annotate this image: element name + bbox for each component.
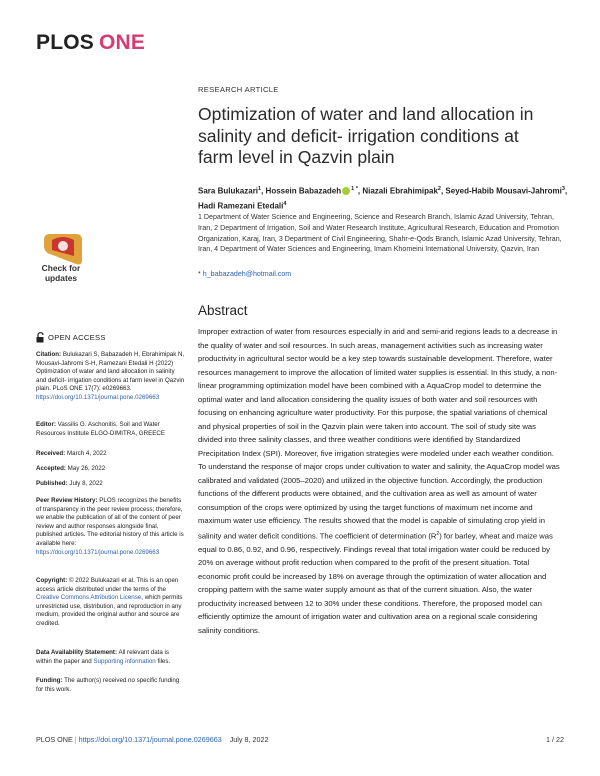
- check-for-updates-label[interactable]: Check for updates: [41, 263, 81, 283]
- corresponding-marker: *: [198, 270, 201, 278]
- footer-left: PLOS ONE | https://doi.org/10.1371/journal.pone.0269663 July 8, 2022: [36, 735, 269, 744]
- author-name[interactable]: Hadi Ramezani Etedali: [198, 201, 284, 211]
- author-name[interactable]: Hossein Babazadeh: [265, 186, 342, 196]
- page-number: 1 / 22: [546, 735, 564, 744]
- author-name[interactable]: Sara Bulukazari: [198, 186, 259, 196]
- orcid-icon[interactable]: [342, 187, 350, 195]
- funding-block: Funding: The author(s) received no specific funding for this work.: [36, 677, 180, 693]
- footer-date: July 8, 2022: [229, 735, 269, 744]
- peer-review-block: Peer Review History: PLOS recognizes the benefits of transparency in the peer review process; therefore, we enable the publication of all of the content of peer review and author responses alongside final, published articles. The editorial history of this article is available here: https://doi.org/10.1371/journal.pone.0269663: [36, 497, 184, 556]
- article-type: RESEARCH ARTICLE: [198, 85, 279, 94]
- page-footer: [36, 735, 564, 744]
- license-link[interactable]: Creative Commons Attribution License: [36, 594, 142, 602]
- corresponding-email[interactable]: [198, 270, 291, 278]
- journal-logo: [36, 31, 145, 55]
- open-access-badge: [36, 332, 106, 343]
- footer-doi-link[interactable]: https://doi.org/10.1371/journal.pone.0269663: [78, 735, 222, 744]
- published-date: Published: July 8, 2022: [36, 480, 103, 487]
- article-title: Optimization of water and land allocation in salinity and deficit- irrigation conditions at farm level in Qazvin plain: [198, 104, 534, 167]
- data-availability-block: Data Availability Statement: All relevant data is within the paper and Supporting information files.: [36, 649, 171, 665]
- footer-journal: PLOS ONE: [36, 735, 73, 744]
- citation-doi-link[interactable]: https://doi.org/10.1371/journal.pone.0269663: [36, 393, 160, 401]
- supporting-information-link[interactable]: Supporting information: [93, 657, 156, 665]
- copyright-block: Copyright: © 2022 Bulukazari et al. This is an open access article distributed under the terms of the Creative Commons Attribution License, which permits unrestricted use, distribution, and reproduction in any medium, provided the original author and source are credited.: [36, 577, 183, 627]
- author-name[interactable]: Seyed-Habib Mousavi-Jahromi: [445, 186, 562, 196]
- open-access-label: OPEN ACCESS: [48, 333, 106, 342]
- abstract-body: Improper extraction of water from resources especially in arid and semi-arid regions leads to a decrease in the quality of water and soil resources. In such areas, management activities such as increasing water productivity in agricultural sector would be a key step towards sustainable development. Therefore, water resources management to improve the allocation of limited water supplies is essential. In this study, a non-linear programming optimization model have been combined with a AquaCrop model to determine the optimal water and land allocation considering the quality issues of both water and soil resources with focusing on enhancing agriculture water productivity. For this purpose, the spatial variations of chemical and physical properties of soil in the Qazvin plain were taken into account. The soil of study site was divided into three salinity classes, and three weather conditions were identified by Standardized Precipitation Index (SPI). Moreover, five irrigation strategies were modeled under each weather condition. To understand the response of major crops under cultivation to water and salinity, the AquaCrop model was calibrated and validated (2005–2020) and utilized in the objective function. Accordingly, the production functions of the different products were obtained, and the cultivation area as well as amount of water consumption of the crops were optimized by using the target functions of maximum net income and maximum water use efficiency. The results showed that the model is capable of simulating crop yield in salinity and water deficit conditions. The coefficient of determination $(R^2)$ for barley, wheat and maize was equal to 0.86, 0.92, and 0.96, respectively. Findings reveal that total irrigation water could be reduced by 20% on average without profit reduction when compared to the profit of the present situation. Total economic profit could be increased by 18% on average through the optimization of water allocation and cropping pattern with the same water supply amount as that of the current situation. Also, the water productivity increased between 12 to 30% under these conditions. Therefore, the proposed model can efficiently optimize the amount of irrigation water and cultivation area on a regional scale considering salinity conditions.: [198, 327, 560, 635]
- peer-review-link[interactable]: https://doi.org/10.1371/journal.pone.0269663: [36, 548, 160, 556]
- affiliations: 1 Department of Water Science and Engineering, Science and Research Branch, Islamic Azad University, Tehran, Iran, 2 Department of Irrigation, Soil and Water Research Institute, Agricultural Research, Education and Promotion Organization, Karaj, Iran, 3 Department of Civil Engineering, Shahr-e-Qods Branch, Islamic Azad University, Tehran, Iran, 4 Department of Water Sciences and Engineering, Imam Khomeini International University, Qazvin, Iran: [198, 213, 562, 254]
- abstract-heading: Abstract: [198, 303, 248, 318]
- journal-name-one: ONE: [98, 31, 146, 54]
- received-date: Received: March 4, 2022: [36, 450, 107, 457]
- editor-block: Editor: Vassilis G. Aschonitis, Soil and Water Resources Institute ELGO-DIMITRA, GREECE: [36, 421, 165, 437]
- author-name[interactable]: Niazali Ebrahimipak: [362, 186, 438, 196]
- accepted-date: Accepted: May 26, 2022: [36, 465, 106, 472]
- open-lock-icon: [36, 332, 45, 343]
- journal-name-plos: PLOS: [36, 31, 94, 54]
- author-list: Sara Bulukazari$^1$, Hossein Babazadeh $^{1 *}$, Niazali Ebrahimipak$^2$, Seyed-Habib Mousavi-Jahromi$^3$, Hadi Ramezani Etedali$^4$: [198, 186, 568, 211]
- citation-block: Citation: Bulukazari S, Babazadeh H, Ebrahimipak N, Mousavi-Jahromi S-H, Ramezani Etedali H (2022) Optimization of water and land allocation in salinity and deficit- irrigation conditions at farm level in Qazvin plain. PLoS ONE 17(7): e0269663. https://doi.org/10.1371/journal.pone.0269663: [36, 351, 185, 401]
- email-address[interactable]: h_babazadeh@hotmail.com: [202, 270, 292, 278]
